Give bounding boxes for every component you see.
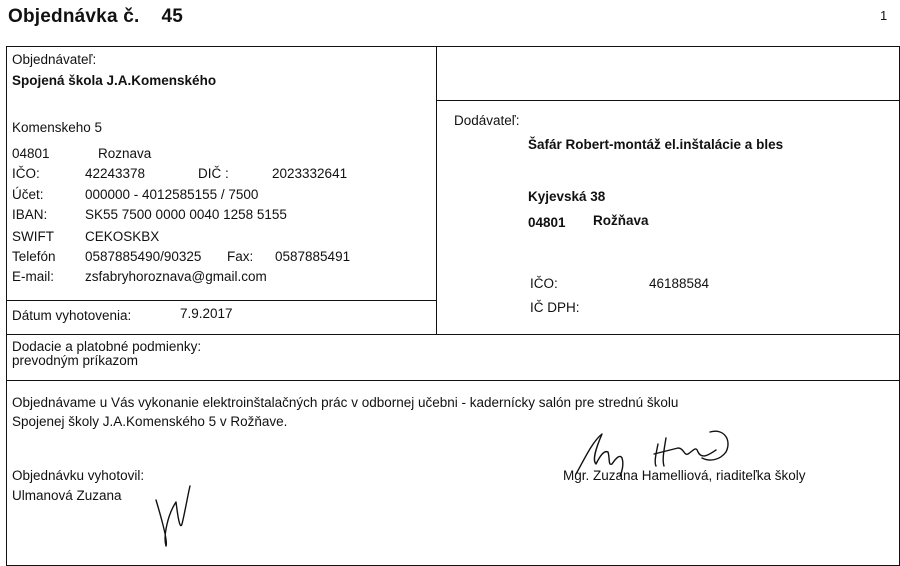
document-title xyxy=(8,6,183,28)
orderer-zip: 04801 xyxy=(12,146,50,161)
order-form-frame xyxy=(6,46,900,566)
supplier-ico-label: IČO: xyxy=(530,276,558,291)
supplier-top-rule xyxy=(436,100,900,101)
supplier-icdph-label: IČ DPH: xyxy=(530,300,580,315)
column-divider xyxy=(436,46,437,335)
terms-label: Dodacie a platobné podmienky: xyxy=(12,339,202,354)
orderer-email-label: E-mail: xyxy=(12,269,55,284)
orderer-fax: 0587885491 xyxy=(275,249,351,264)
orderer-ico: 42243378 xyxy=(85,166,146,181)
orderer-date-rule xyxy=(6,300,437,301)
orderer-dic: 2023332641 xyxy=(272,166,348,181)
page-number: 1 xyxy=(880,8,888,23)
orderer-account-label: Účet: xyxy=(12,187,44,202)
orderer-swift: CEKOSKBX xyxy=(85,229,160,244)
order-text-line-1: Objednávame u Vás vykonanie elektroinštalačných prác v odbornej učebni - kadernícky salón pre strednú školu xyxy=(12,395,679,410)
supplier-street: Kyjevská 38 xyxy=(528,189,606,204)
director-signature xyxy=(570,424,750,482)
orderer-street: Komenskeho 5 xyxy=(12,120,103,135)
date-value: 7.9.2017 xyxy=(180,306,233,321)
orderer-iban: SK55 7500 0000 0040 1258 5155 xyxy=(85,207,287,222)
orderer-dic-label: DIČ : xyxy=(198,166,229,181)
order-number: 45 xyxy=(161,6,183,27)
orderer-city: Roznava xyxy=(98,146,152,161)
orderer-label: Objednávateľ: xyxy=(12,52,97,67)
order-text-line-2: Spojenej školy J.A.Komenského 5 v Rožňave. xyxy=(12,414,288,429)
orderer-phone: 0587885490/90325 xyxy=(85,249,202,264)
orderer-name: Spojená škola J.A.Komenského xyxy=(12,73,217,88)
issued-by-name: Ulmanová Zuzana xyxy=(12,488,122,503)
terms-top-rule xyxy=(6,334,900,335)
issued-by-label: Objednávku vyhotovil: xyxy=(12,468,145,483)
supplier-zip: 04801 xyxy=(528,215,566,230)
supplier-name: Šafár Robert-montáž el.inštalácie a bles xyxy=(528,137,784,152)
terms-bottom-rule xyxy=(6,380,900,381)
title-text: Objednávka č. xyxy=(8,6,140,27)
terms-value: prevodným príkazom xyxy=(12,353,139,368)
orderer-ico-label: IČO: xyxy=(12,166,40,181)
orderer-account: 000000 - 4012585155 / 7500 xyxy=(85,187,259,202)
director-name: Mgr. Zuzana Hamelliová, riaditeľka školy xyxy=(563,468,806,483)
issuer-signature xyxy=(150,480,200,552)
supplier-city: Rožňava xyxy=(593,213,649,228)
orderer-swift-label: SWIFT xyxy=(12,229,54,244)
supplier-label: Dodávateľ: xyxy=(454,113,520,128)
supplier-ico: 46188584 xyxy=(649,276,710,291)
date-label: Dátum vyhotovenia: xyxy=(12,308,132,323)
orderer-email: zsfabryhoroznava@gmail.com xyxy=(85,269,267,284)
orderer-fax-label: Fax: xyxy=(227,249,254,264)
orderer-iban-label: IBAN: xyxy=(12,207,48,222)
orderer-phone-label: Telefón xyxy=(12,249,56,264)
